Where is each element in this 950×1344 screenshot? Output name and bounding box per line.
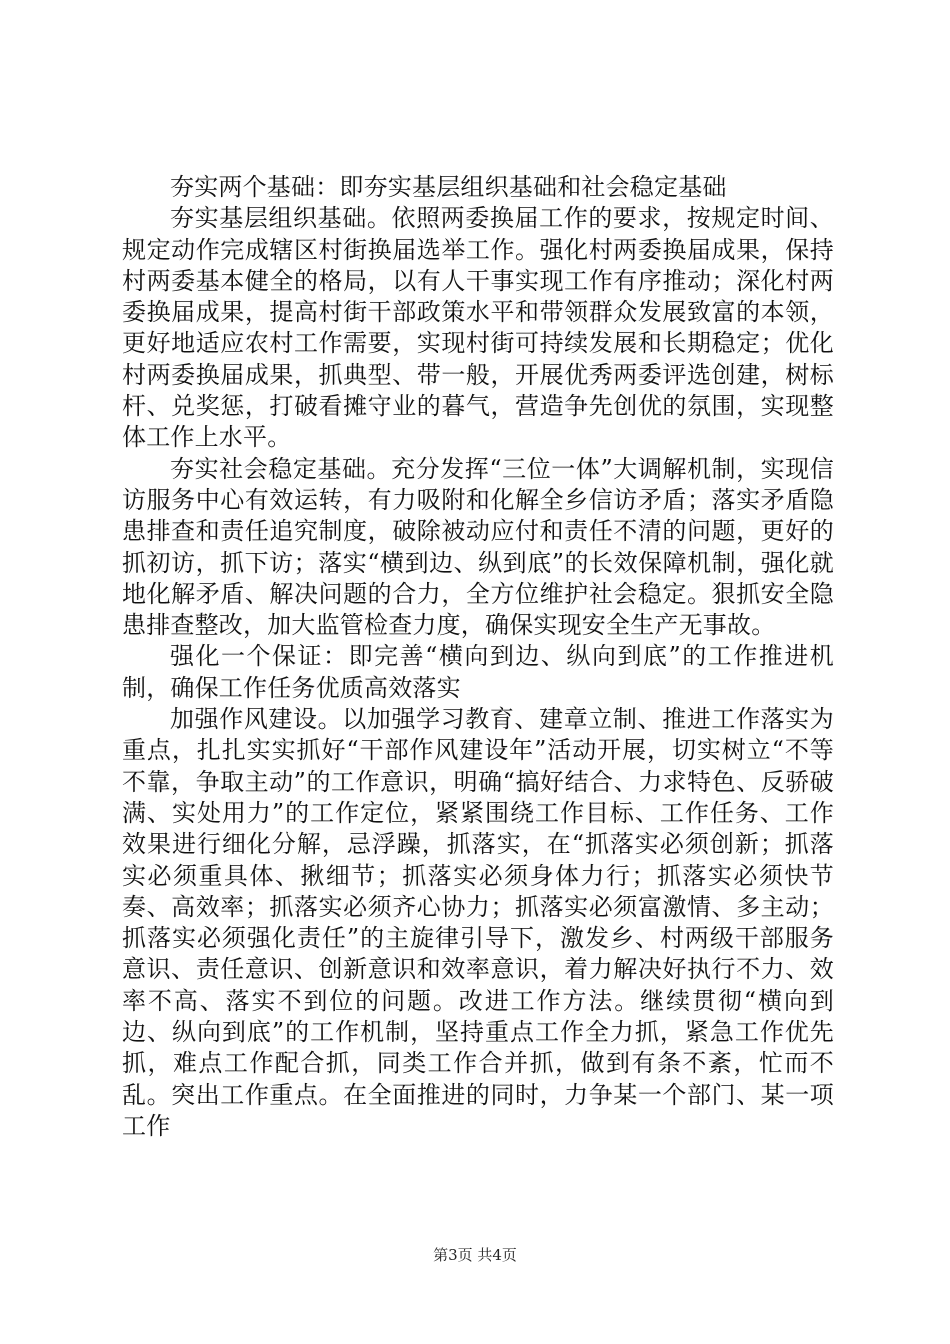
paragraph-foundations-heading: 夯实两个基础：即夯实基层组织基础和社会稳定基础 xyxy=(170,173,727,201)
paragraph-guarantee-heading: 强化一个保证：即完善“横向到边、纵向到底”的工作推进机制，确保工作任务优质高效落实 xyxy=(122,642,834,702)
paragraph-work-style: 加强作风建设。以加强学习教育、建章立制、推进工作落实为重点，扎扎实实抓好“干部作风建设年”活动开展，切实树立“不等不靠，争取主动”的工作意识，明确“搞好结合、力求特色、反骄破满、实处用力”的工作定位，紧紧围绕工作目标、工作任务、工作效果进行细化分解，忌浮躁，抓落实，在“抓落实必须创新；抓落实必须重具体、揪细节；抓落实必须身体力行；抓落实必须快节奏、高效率；抓落实必须齐心协力；抓落实必须富激情、多主动；抓落实必须强化责任”的主旋律引导下，激发乡、村两级干部服务意识、责任意识、创新意识和效率意识，着力解决好执行不力、效率不高、落实不到位的问题。改进工作方法。继续贯彻“横向到边、纵向到底”的工作机制，坚持重点工作全力抓，紧急工作优先抓，难点工作配合抓，同类工作合并抓，做到有条不紊，忙而不乱。突出工作重点。在全面推进的同时，力争某一个部门、某一项工作 xyxy=(122,705,834,1140)
document-body xyxy=(122,172,834,1142)
paragraph-social-stability: 夯实社会稳定基础。充分发挥“三位一体”大调解机制，实现信访服务中心有效运转，有力吸附和化解全乡信访矛盾；落实矛盾隐患排查和责任追究制度，破除被动应付和责任不清的问题，更好的抓初访，抓下访；落实“横到边、纵到底”的长效保障机制，强化就地化解矛盾、解决问题的合力，全方位维护社会稳定。狠抓安全隐患排查整改，加大监管检查力度，确保实现安全生产无事故。 xyxy=(122,454,834,640)
page-number-footer: 第3页 共4页 xyxy=(433,1246,517,1264)
paragraph-grassroots-organization: 夯实基层组织基础。依照两委换届工作的要求，按规定时间、规定动作完成辖区村街换届选举工作。强化村两委换届成果，保持村两委基本健全的格局，以有人干事实现工作有序推动；深化村两委换届成果，提高村街干部政策水平和带领群众发展致富的本领，更好地适应农村工作需要，实现村街可持续发展和长期稳定；优化村两委换届成果，抓典型、带一般，开展优秀两委评选创建，树标杆、兑奖惩，打破看摊守业的暮气，营造争先创优的氛围，实现整体工作上水平。 xyxy=(122,204,834,452)
